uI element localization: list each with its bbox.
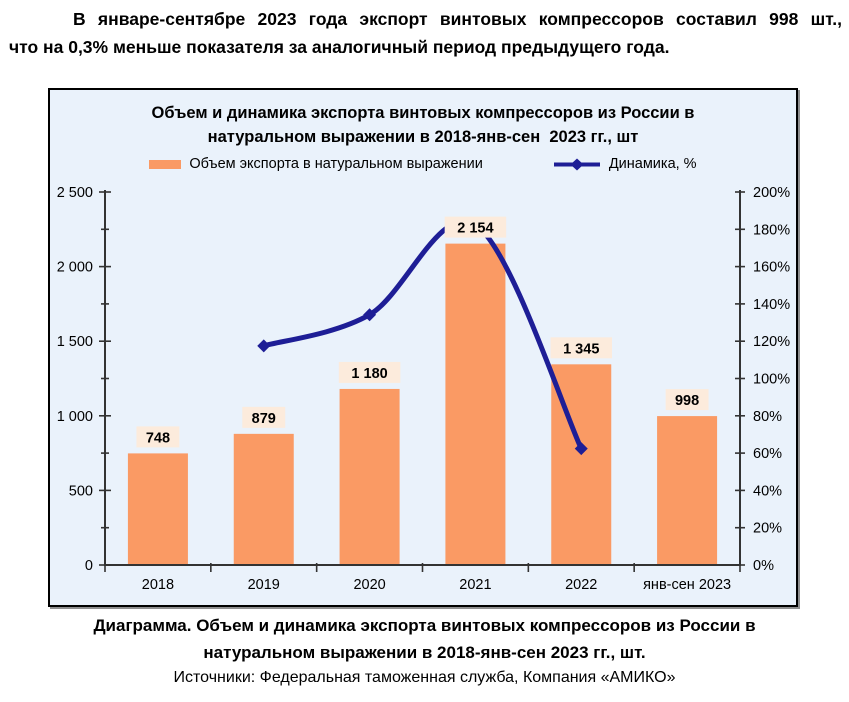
left-tick-label: 1 000 bbox=[56, 408, 93, 425]
right-tick-label: 140% bbox=[753, 296, 791, 313]
right-tick-label: 200% bbox=[753, 185, 791, 201]
x-label: 2022 bbox=[565, 577, 598, 593]
figure-caption bbox=[0, 612, 849, 690]
chart-title-line-2: натуральном выражении в 2018-янв-сен 2023 гг., шт bbox=[207, 128, 639, 146]
right-tick-label: 80% bbox=[753, 408, 783, 425]
x-label: янв-сен 2023 bbox=[643, 577, 732, 593]
bar-label: 2 154 bbox=[457, 220, 494, 237]
right-tick-label: 120% bbox=[753, 334, 791, 351]
bar-label: 1 345 bbox=[563, 341, 600, 358]
left-tick-label: 0 bbox=[84, 558, 93, 574]
right-tick-label: 20% bbox=[753, 520, 783, 537]
bar-2018 bbox=[128, 453, 188, 565]
source-line: Источники: Федеральная таможенная служба, Компания «АМИКО» bbox=[173, 669, 676, 686]
left-tick-label: 2 500 bbox=[56, 185, 93, 201]
dynamics-line bbox=[264, 221, 582, 448]
right-tick-label: 40% bbox=[753, 483, 783, 500]
right-tick-label: 0% bbox=[753, 558, 774, 574]
bar-label: 748 bbox=[145, 430, 171, 447]
bar-label: 998 bbox=[674, 393, 700, 410]
x-label: 2021 bbox=[459, 577, 492, 593]
caption-line-2: натуральном выражении в 2018-янв-сен 2023 гг., шт. bbox=[203, 643, 646, 662]
lead-paragraph bbox=[9, 5, 842, 61]
bar-label: 879 bbox=[251, 410, 276, 427]
right-tick-label: 100% bbox=[753, 371, 791, 388]
legend-label-dynamics: Динамика, % bbox=[608, 156, 697, 172]
bar-label: 1 180 bbox=[351, 365, 388, 382]
bar-2019 bbox=[234, 434, 294, 565]
chart-figure bbox=[48, 88, 798, 607]
bar-2021 bbox=[445, 244, 505, 565]
bar-янв-сен 2023 bbox=[657, 416, 717, 565]
left-tick-label: 1 500 bbox=[56, 334, 93, 351]
right-tick-label: 160% bbox=[753, 259, 791, 276]
x-label: 2018 bbox=[141, 577, 175, 593]
lead-line-2: что на 0,3% меньше показателя за аналогичный период предыдущего года. bbox=[9, 37, 670, 57]
left-tick-label: 2 000 bbox=[56, 259, 93, 276]
right-tick-label: 60% bbox=[753, 446, 783, 463]
x-label: 2019 bbox=[247, 577, 280, 593]
caption-line-1: Диаграмма. Объем и динамика экспорта винтовых компрессоров из России в bbox=[93, 616, 756, 635]
line-marker bbox=[257, 339, 270, 352]
legend-label-volume: Объем экспорта в натуральном выражении bbox=[189, 156, 483, 172]
bar-2020 bbox=[340, 389, 400, 565]
lead-line-1: В январе-сентябре 2023 года экспорт винтовых компрессоров составил 998 шт., bbox=[73, 9, 842, 29]
right-tick-label: 180% bbox=[753, 222, 791, 239]
chart-svg bbox=[50, 90, 796, 605]
chart-title-line-1: Объем и динамика экспорта винтовых компрессоров из России в bbox=[151, 104, 695, 122]
x-label: 2020 bbox=[353, 577, 386, 593]
left-tick-label: 500 bbox=[68, 483, 93, 500]
